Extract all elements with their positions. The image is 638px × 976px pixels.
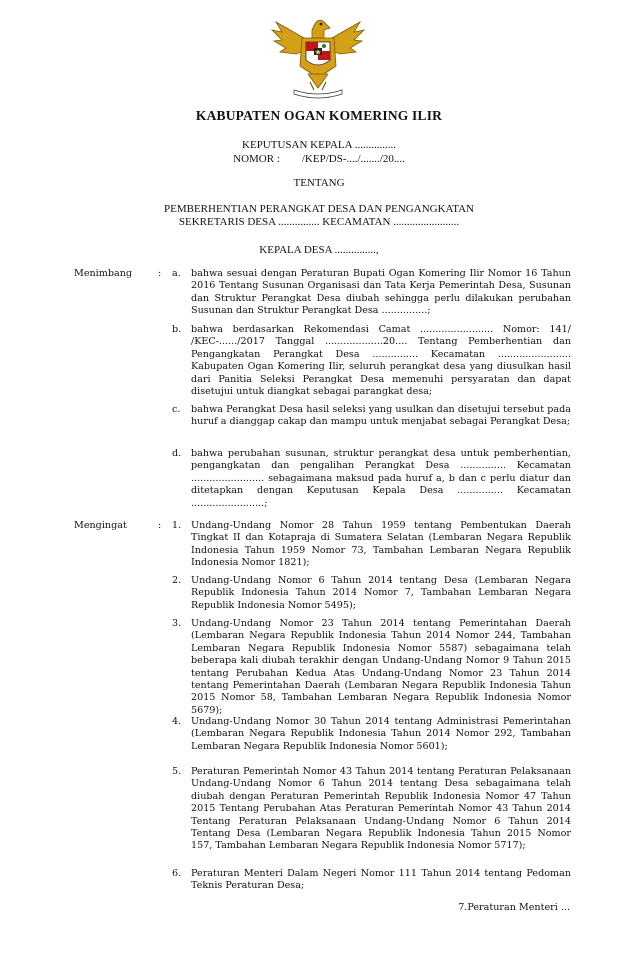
decree-number: NOMOR : /KEP/DS-..../......./20.... <box>233 153 405 165</box>
decree-title: KEPUTUSAN KEPALA ............... <box>242 139 396 151</box>
item-marker: 3. <box>172 618 182 629</box>
section-colon: : <box>158 268 162 279</box>
item-marker: 4. <box>172 716 182 727</box>
issuer-heading: KEPALA DESA ..............., <box>259 244 379 256</box>
item-text: bahwa berdasarkan Rekomendasi Camat ........................ Nomor: 141/ /KEC-....../2017 Tanggal ...................20.... Tentang Pemberhentian dan Pengangkatan Perangkat Desa ............... Kecamatan ........................ Kabupaten Ogan Komering Ilir, seluruh perangkat desa yang diusulkan hasil dari Panitia Seleksi Perangkat Desa memenuhi persyaratan dan dapat disetujui untuk diangkat sebagai parangkat desa; <box>191 324 571 398</box>
regency-title: KABUPATEN OGAN KOMERING ILIR <box>195 108 443 123</box>
item-marker: c. <box>172 404 181 415</box>
item-marker: 2. <box>172 575 182 586</box>
item-text: bahwa sesuai dengan Peraturan Bupati Ogan Komering Ilir Nomor 16 Tahun 2016 Tentang Susunan Organisasi dan Tata Kerja Pemerintah Desa, Susunan dan Struktur Perangkat Desa diubah sehingga perlu dilakukan perubahan Susunan dan Struktur Perangkat Desa ...............; <box>191 268 571 317</box>
item-text: bahwa Perangkat Desa hasil seleksi yang usulkan dan disetujui tersebut pada huruf a dianggap cakap dan mampu untuk menjabat sebagai Perangkat Desa; <box>191 404 571 428</box>
continuation-note: 7.Peraturan Menteri ... <box>458 902 570 913</box>
subject-line-2: SEKRETARIS DESA ............... KECAMATAN ........................ <box>178 216 460 228</box>
item-marker: b. <box>172 324 182 335</box>
item-marker: 6. <box>172 868 182 879</box>
item-marker: 5. <box>172 766 182 777</box>
item-text: Undang-Undang Nomor 30 Tahun 2014 tentang Administrasi Pemerintahan (Lembaran Negara Republik Indonesia Tahun 2014 Nomor 292, Tambahan Lembaran Negara Republik Indonesia Nomor 5601); <box>191 716 571 752</box>
menimbang-label: Menimbang <box>74 268 133 279</box>
item-marker: d. <box>172 448 182 459</box>
item-text: bahwa perubahan susunan, struktur perangkat desa untuk pemberhentian, pengangkatan dan pengalihan Perangkat Desa ............... Kecamatan ........................ sebagaimana maksud pada huruf a, b dan c perlu diatur dan ditetapkan dengan Keputusan Kepala Desa ............... Kecamatan ........................; <box>191 448 571 509</box>
item-marker: 1. <box>172 520 182 531</box>
item-marker: a. <box>172 268 181 279</box>
section-colon: : <box>158 520 162 531</box>
item-text: Peraturan Menteri Dalam Negeri Nomor 111 Tahun 2014 tentang Pedoman Teknis Peraturan Desa; <box>191 868 571 892</box>
item-text: Undang-Undang Nomor 6 Tahun 2014 tentang Desa (Lembaran Negara Republik Indonesia Tahun 2014 Nomor 7, Tambahan Lembaran Negara Republik Indonesia Nomor 5495); <box>191 575 571 611</box>
item-text: Undang-Undang Nomor 28 Tahun 1959 tentang Pembentukan Daerah Tingkat II dan Kotapraja di Sumatera Selatan (Lembaran Negara Republik Indonesia Tahun 1959 Nomor 73, Tambahan Lembaran Negara Republik Indonesia Nomor 1821); <box>191 520 571 569</box>
garuda-emblem-icon <box>268 8 368 100</box>
about-heading: TENTANG <box>293 177 345 189</box>
item-text: Undang-Undang Nomor 23 Tahun 2014 tentang Pemerintahan Daerah (Lembaran Negara Republik Indonesia Tahun 2014 Nomor 244, Tambahan Lembaran Negara Republik Indonesia Nomor 5587) sebagaimana telah beberapa kali diubah terakhir dengan Undang-Undang Nomor 9 Tahun 2015 tentang Perubahan Kedua Atas Undang-Undang Nomor 23 Tahun 2014 tentang Pemerintahan Daerah (Lembaran Negara Republik Indonesia Tahun 2015 Nomor 58, Tambahan Lembaran Negara Republik Indonesia Nomor 5679); <box>191 618 571 716</box>
item-text: Peraturan Pemerintah Nomor 43 Tahun 2014 tentang Peraturan Pelaksanaan Undang-Undang Nomor 6 Tahun 2014 tentang Desa sebagaimana telah diubah dengan Peraturan Pemerintah Republik Indonesia Nomor 47 Tahun 2015 Tentang Perubahan Atas Peraturan Pemerintah Nomor 43 Tahun 2014 Tentang Peraturan Pelaksanaan Undang-Undang Nomor 6 Tahun 2014 Tentang Desa (Lembaran Negara Republik Indonesia Tahun 2015 Nomor 157, Tambahan Lembaran Negara Republik Indonesia Nomor 5717); <box>191 766 571 852</box>
mengingat-label: Mengingat <box>74 520 127 531</box>
subject-line-1: PEMBERHENTIAN PERANGKAT DESA DAN PENGANGKATAN <box>164 203 474 215</box>
